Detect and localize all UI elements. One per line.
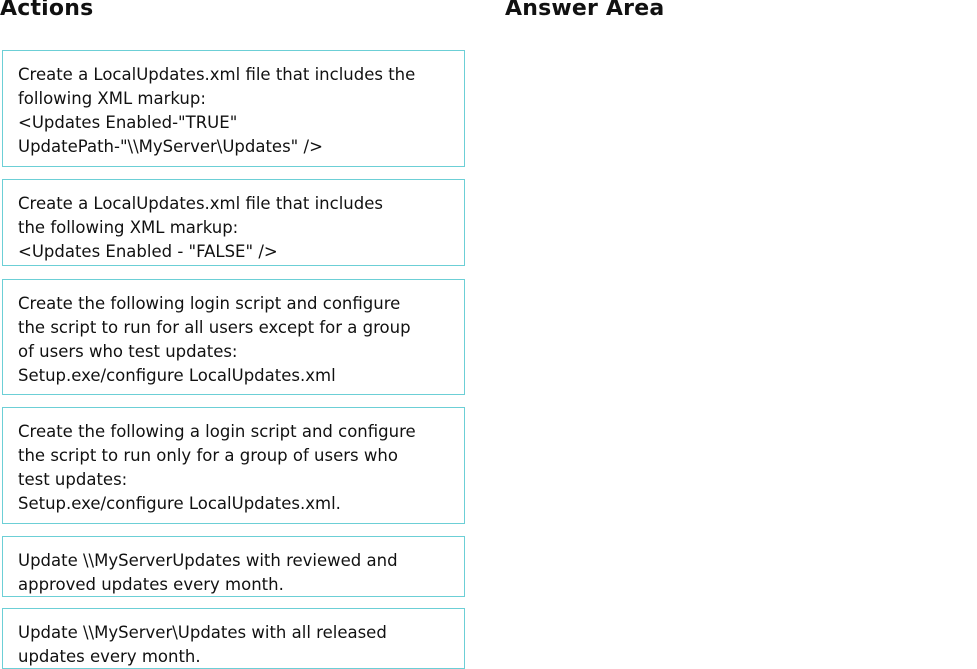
- action-item-text: Create a LocalUpdates.xml file that includes: [18, 194, 383, 213]
- answer-area-heading: Answer Area: [505, 0, 665, 21]
- action-item-5[interactable]: [2, 536, 465, 597]
- action-item-text: Create the following a login script and configure: [18, 422, 416, 441]
- action-item-text: Setup.exe/configure LocalUpdates.xml: [18, 366, 336, 385]
- answer-area-drop-zone[interactable]: [505, 40, 965, 665]
- action-item-4[interactable]: [2, 407, 465, 524]
- action-item-text: following XML markup:: [18, 89, 206, 108]
- action-item-text: Create a LocalUpdates.xml file that includes the: [18, 65, 416, 84]
- action-item-text: of users who test updates:: [18, 342, 238, 361]
- action-item-text: UpdatePath-"\\MyServer\Updates" />: [18, 137, 323, 156]
- action-item-text: test updates:: [18, 470, 128, 489]
- action-item-text: <Updates Enabled-"TRUE": [18, 113, 238, 132]
- action-item-6[interactable]: [2, 608, 465, 669]
- action-item-text: Create the following login script and configure: [18, 294, 401, 313]
- action-item-text: updates every month.: [18, 647, 201, 666]
- action-item-text: the following XML markup:: [18, 218, 239, 237]
- actions-heading: Actions: [0, 0, 94, 21]
- action-item-text: the script to run for all users except for a group: [18, 318, 411, 337]
- action-item-text: the script to run only for a group of users who: [18, 446, 398, 465]
- action-item-2[interactable]: [2, 179, 465, 266]
- action-item-text: Setup.exe/configure LocalUpdates.xml.: [18, 494, 341, 513]
- action-item-text: <Updates Enabled - "FALSE" />: [18, 242, 278, 261]
- action-item-text: Update \\MyServer\Updates with all released: [18, 623, 387, 642]
- action-item-3[interactable]: [2, 279, 465, 395]
- action-item-text: approved updates every month.: [18, 575, 284, 594]
- action-item-text: Update \\MyServerUpdates with reviewed and: [18, 551, 398, 570]
- action-item-1[interactable]: [2, 50, 465, 167]
